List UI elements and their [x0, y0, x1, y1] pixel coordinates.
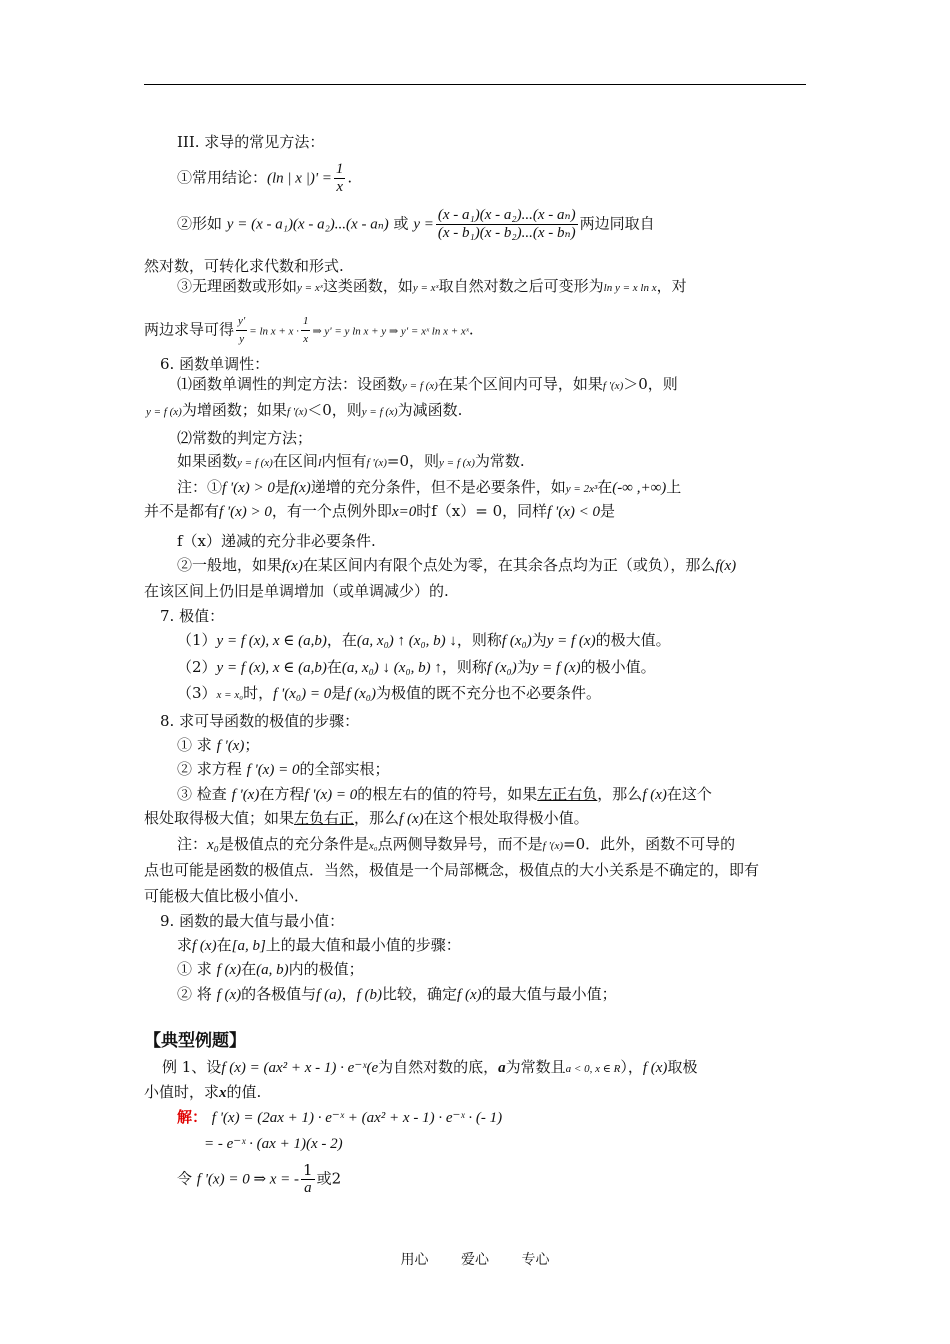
section-7-line-1: （1）y = f (x), x ∈ (a,b)，在(a, x₀) ↑ (x₀, b) ↓，则称f (x₀)为y = f (x)的极大值。 — [177, 631, 671, 649]
footer-word-1: 用心 — [400, 1252, 429, 1268]
section-8-note-cont-2: 可能极大值比极小值小． — [144, 887, 310, 905]
examples-heading: 【典型例题】 — [144, 1031, 246, 1051]
section-6-title: 6. 函数单调性： — [160, 355, 270, 373]
section-8-step-3: ③ 检查 f '(x)在方程f '(x) = 0的根左右的值的符号，如果左正右负，那么f (x)在这个 — [177, 785, 712, 803]
example-1-cont: 小值时，求x的值. — [144, 1083, 262, 1101]
section-6-p1: ⑴函数单调性的判定方法：设函数y = f (x)在某个区间内可导，如果f '(x)＞0，则 — [177, 375, 678, 393]
section-7-line-3: （3）x = x₀时，f '(x₀) = 0是f (x₀)为极值的既不充分也不必要条件。 — [177, 684, 602, 702]
section-6-note-2-cont: 在该区间上仍旧是单调增加（或单调减少）的. — [144, 582, 449, 600]
section-8-note-cont-1: 点也可能是函数的极值点．当然，极值是一个局部概念，极值点的大小关系是不确定的，即有 — [144, 861, 760, 879]
section-6-note-2: ②一般地，如果f(x)在某区间内有限个点处为零，在其余各点均为正（或负），那么f(x) — [177, 556, 737, 574]
section-6-p1-cont: y = f (x)为增函数；如果f '(x)＜0，则y = f (x)为减函数. — [146, 401, 463, 419]
page-footer — [0, 1249, 950, 1269]
methods-item-1: ①常用结论：(ln | x |)' = $\frac{1}{x}$ . — [177, 161, 353, 195]
section-8-title: 8. 求可导函数的极值的步骤： — [160, 712, 360, 730]
example-1: 例 1、设f (x) = (ax² + x - 1) · e⁻ˣ(e为自然对数的底，a为常数且a < 0, x ∈ R），f (x)取极 — [162, 1058, 698, 1076]
section-8-step-3-cont: 根处取得极大值；如果左负右正，那么f (x)在这个根处取得极小值。 — [144, 809, 589, 827]
section-9-title: 9. 函数的最大值与最小值： — [160, 912, 345, 930]
section-6-p3: 如果函数y = f (x)在区间I内恒有f '(x)=0，则y = f (x)为常数. — [177, 452, 525, 470]
section-7-title: 7. 极值： — [160, 607, 225, 625]
section-9-line-3: ② 将 f (x)的各极值与f (a)，f (b)比较，确定f (x)的最大值与最小值； — [177, 985, 617, 1003]
section-6-p2: ⑵常数的判定方法； — [177, 429, 313, 447]
section-7-line-2: （2）y = f (x), x ∈ (a,b)在(a, x₀) ↓ (x₀, b) ↑，则称f (x₀)为y = f (x)的极小值。 — [177, 658, 656, 676]
solution-label: 解： — [177, 1108, 208, 1126]
methods-item-2: ②形如 y = (x - a₁)(x - a₂)...(x - aₙ) 或 y = $\frac{\text{(x - a₁)(x - a₂)...(x - aₙ)}}{\text{(x - b₁)(x - b₂)...(x - bₙ)}}$ 两边同取自 — [177, 207, 655, 241]
header-rule — [144, 84, 806, 85]
section-6-note-1-end: f（x）递减的充分非必要条件. — [177, 532, 376, 550]
footer-word-3: 专心 — [521, 1252, 550, 1268]
methods-item-3-cont: 两边求导可得 $\frac{y'}{y}$ = ln x + x · $\frac{1}{x}$ ⇒ y' = y ln x + y ⇒ y' = xˣ ln x + xˣ. — [144, 315, 474, 345]
solution-line-3: 令 f '(x) = 0 ⇒ x = - $\frac{1}{a}$ 或2 — [177, 1161, 342, 1196]
solution-line-1: 解： f '(x) = (2ax + 1) · e⁻ˣ + (ax² + x - 1) · e⁻ˣ · (- 1) — [177, 1108, 503, 1126]
methods-item-3: ③无理函数或形如y = xˣ这类函数，如y = xˣ取自然对数之后可变形为ln y = x ln x，对 — [177, 277, 687, 295]
section-8-step-2: ② 求方程 f '(x) = 0的全部实根； — [177, 760, 390, 778]
footer-word-2: 爱心 — [461, 1252, 489, 1268]
section-6-note-1-cont: 并不是都有f '(x) > 0，有一个点例外即x=0时f（x）= 0，同样f '(x) < 0是 — [144, 502, 616, 520]
solution-line-2: = - e⁻ˣ · (ax + 1)(x - 2) — [204, 1136, 343, 1152]
section-8-note: 注：x₀是极值点的充分条件是x₀点两侧导数异号，而不是f '(x)=0．此外，函数不可导的 — [177, 835, 736, 853]
methods-title: III. 求导的常见方法： — [177, 133, 325, 151]
methods-item-2-cont: 然对数，可转化求代数和形式. — [144, 257, 344, 275]
section-8-step-1: ① 求 f '(x)； — [177, 736, 260, 754]
section-9-line-1: 求f (x)在[a, b]上的最大值和最小值的步骤： — [177, 936, 461, 954]
section-6-note-1: 注：①f '(x) > 0是f(x)递增的充分条件，但不是必要条件，如y = 2x³在(-∞ ,+∞)上 — [177, 478, 682, 496]
section-9-line-2: ① 求 f (x)在(a, b)内的极值； — [177, 960, 364, 978]
